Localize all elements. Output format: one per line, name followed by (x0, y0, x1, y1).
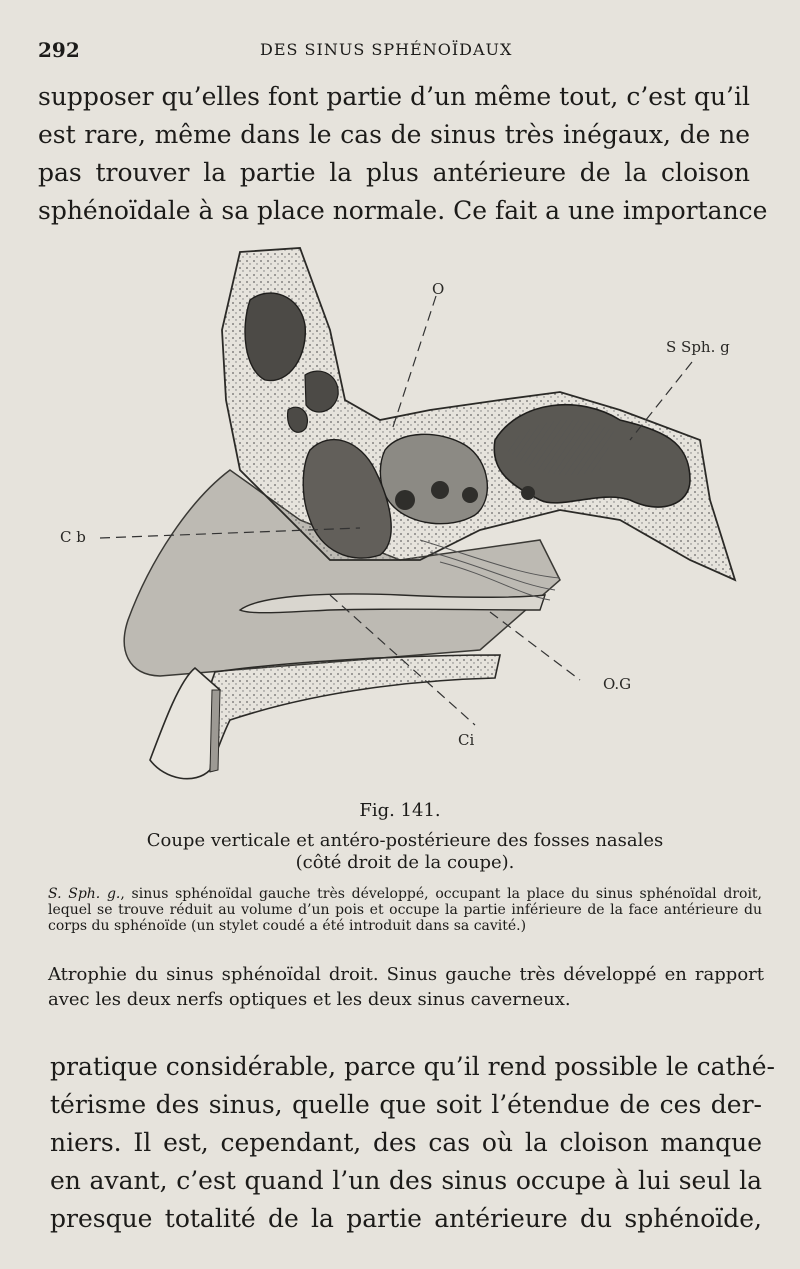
text-line: en avant, c’est quand l’un des sinus occupe à lui seul la (50, 1166, 762, 1195)
text-line: sphénoïdale à sa place normale. Ce fait a une importance (38, 196, 768, 225)
text-line: presque totalité de la partie antérieure du sphénoïde, (50, 1204, 762, 1233)
figure-note: Atrophie du sinus sphénoïdal droit. Sinus gauche très développé en rapport avec les deux nerfs optiques et les deux sinus caverneux. (48, 964, 764, 1010)
page-number: 292 (38, 38, 80, 62)
caption-line: Coupe verticale et antéro-postérieure des fosses nasales (146, 830, 664, 851)
upper-lip (150, 668, 220, 779)
legend-term: S. Sph. g. (48, 886, 121, 902)
incisor-bone (210, 690, 220, 772)
hard-palate (205, 655, 500, 765)
ethmoid-cell (288, 407, 308, 432)
page-header (38, 38, 760, 68)
top-paragraph (38, 78, 768, 230)
label-ci: Ci (458, 731, 475, 749)
legend-text: , sinus sphénoïdal gauche très développé, occupant la place du sinus sphénoïdal droit, lequel se trouve réduit au volume d’un pois et occupe la partie inférieure de la face antérieure du corps du sphénoïde (un stylet coudé a été introduit dans sa cavité.) (48, 886, 762, 934)
anatomical-illustration (0, 240, 800, 800)
text-line: térisme des sinus, quelle que soit l’étendue de ces der- (50, 1090, 762, 1119)
text-line: pratique considérable, parce qu’il rend possible le cathé- (50, 1052, 775, 1081)
text-line: pas trouver la partie la plus antérieure de la cloison (38, 158, 750, 187)
figure-caption (60, 830, 750, 874)
label-og: O.G (603, 675, 632, 693)
right-sphenoid-sinus (395, 490, 415, 510)
nasal-cavity-section-drawing (0, 240, 800, 800)
ethmoid-cell (305, 371, 338, 412)
sinus-opening (462, 487, 478, 503)
leader-line-og (490, 612, 580, 680)
stylet-opening (521, 486, 535, 500)
label-o: O (432, 280, 445, 298)
caption-line: (côté droit de la coupe). (295, 852, 515, 873)
bottom-paragraph (50, 1048, 775, 1238)
label-cb: C b (60, 528, 86, 546)
figure-number: Fig. 141. (359, 800, 441, 821)
text-line: supposer qu’elles font partie d’un même tout, c’est qu’il (38, 82, 750, 111)
text-line: niers. Il est, cependant, des cas où la cloison manque (50, 1128, 762, 1157)
sinus-opening (431, 481, 449, 499)
text-line: est rare, même dans le cas de sinus très inégaux, de ne (38, 120, 750, 149)
figure-legend (48, 886, 762, 934)
label-s-sph-g: S Sph. g (666, 338, 730, 356)
running-title: DES SINUS SPHÉNOÏDAUX (260, 40, 513, 59)
